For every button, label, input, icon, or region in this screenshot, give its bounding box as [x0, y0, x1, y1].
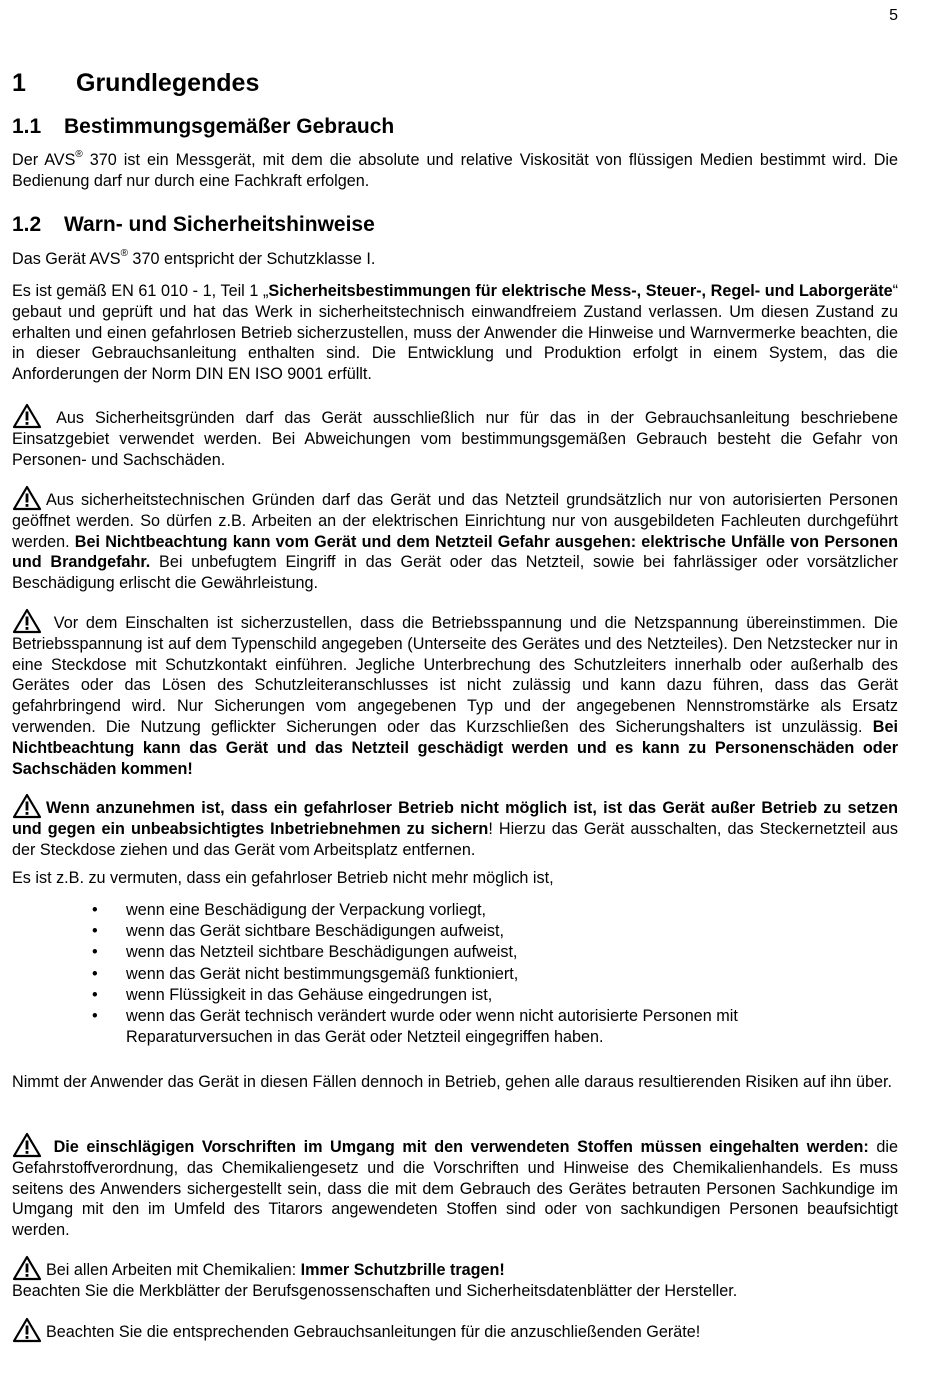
list-item: [12, 1006, 898, 1048]
text: Aus sicherheitstechnischen Gründen darf das Gerät und das Netzteil grundsätzlich nur von autorisierten Personen geöffnet werden. So dürfen z.B. Arbeiten an der elektrischen Einrichtung nur von ausgebildeten Fachleuten durchgeführt werden.: [12, 491, 898, 551]
list-item-text: wenn das Gerät sichtbare Beschädigungen aufweist,: [126, 922, 504, 941]
list-item-text: wenn Flüssigkeit in das Gehäuse eingedrungen ist,: [126, 985, 493, 1004]
list-item: [12, 942, 898, 963]
list-intro: Es ist z.B. zu vermuten, dass ein gefahrloser Betrieb nicht mehr möglich ist,: [12, 869, 554, 887]
chapter-number: 1: [12, 69, 26, 97]
list-item-text: wenn das Gerät technisch verändert wurde oder wenn nicht autorisierte Personen mit Reparaturversuchen in das Gerät oder Netzteil eingegriffen haben.: [126, 1007, 738, 1047]
bold-text: Die einschlägigen Vorschriften im Umgang mit den verwendeten Stoffen müssen eingehalten werden:: [46, 1138, 869, 1156]
text: Das Gerät AVS: [12, 250, 121, 268]
warning-triangle-icon: [12, 793, 42, 817]
chapter-title: Grundlegendes: [76, 69, 260, 97]
warning-triangle-icon: [12, 608, 42, 632]
warning-triangle-icon: [12, 1317, 42, 1341]
section-title: Warn- und Sicherheitshinweise: [64, 213, 375, 236]
text: Es ist gemäß EN 61 010 - 1, Teil 1 „: [12, 282, 269, 300]
warning-intended-area: [12, 403, 898, 470]
section-heading-1-2: [12, 213, 375, 237]
text: 370 ist ein Messgerät, mit dem die absolute und relative Viskosität von flüssigen Medien bestimmt wird. Die Bedienung darf nur durch eine Fachkraft erfolgen.: [12, 151, 898, 190]
text: Aus Sicherheitsgründen darf das Gerät ausschließlich nur für das in der Gebrauchsanleitung beschriebene Einsatzgebiet verwendet werden. Bei Abweichungen vom bestimmungsgemäßen Gebrauch besteht die Gefahr von Personen- und Sachschäden.: [12, 409, 898, 469]
warning-safety-goggles: [12, 1255, 898, 1302]
list-item: [12, 985, 898, 1006]
section-number: 1.2: [12, 213, 42, 236]
text: Der AVS: [12, 151, 76, 169]
text: ! Hierzu das Gerät ausschalten, das Steckernetzteil aus der Steckdose ziehen und das Gerät vom Arbeitsplatz entfernen.: [12, 819, 898, 859]
bullet: •: [92, 943, 98, 962]
text: Vor dem Einschalten ist sicherzustellen, dass die Betriebsspannung und die Netzspannung übereinstimmen. Die Betriebsspannung ist auf dem Typenschild angegeben (Unterseite des Gerätes und des Netzteiles). Den Netzstecker nur in eine Steckdose mit Schutzkontakt einführen. Jegliche Unterbrechung des Schutzleiters innerhalb oder außerhalb des Gerätes oder das Lösen des Schutzleiteranschlusses ist nicht zulässig und kann dazu führen, dass das Gerät gefahrbringend wird. Nur Sicherungen vom angegebenen Typ und der angegebenen Nennstromstärke als Ersatz verwenden. Die Nutzung geflickter Sicherungen oder das Kurzschließen des Sicherungshalters ist unzulässig.: [12, 614, 898, 736]
list-item-text: wenn das Gerät nicht bestimmungsgemäß funktioniert,: [126, 964, 519, 983]
bullet: •: [92, 964, 98, 983]
registered-mark: ®: [120, 247, 128, 259]
paragraph-protection-class: [12, 249, 898, 270]
bold-text: Bei Nichtbeachtung kann das Gerät und das Netzteil geschädigt werden und es kann zu Personenschäden oder Sachschäden kommen!: [12, 717, 898, 778]
list-item: [12, 964, 898, 985]
paragraph-risk: Nimmt der Anwender das Gerät in diesen Fällen dennoch in Betrieb, gehen alle daraus resultierenden Risiken auf ihn über.: [12, 1073, 893, 1091]
list-item: [12, 921, 898, 942]
warning-safe-operation: [12, 793, 898, 860]
text: 370 entspricht der Schutzklasse I.: [127, 250, 376, 268]
section-number: 1.1: [12, 115, 42, 138]
warning-triangle-icon: [12, 485, 42, 509]
warning-authorized-persons: [12, 485, 898, 594]
text: Bei unbefugtem Eingriff in das Gerät oder das Netzteil, sowie bei fahrlässiger oder vorsätzlicher Beschädigung erlischt die Gewährleistung.: [12, 553, 898, 593]
text: Bei allen Arbeiten mit Chemikalien:: [46, 1261, 301, 1279]
bold-text: Sicherheitsbestimmungen für elektrische Mess-, Steuer-, Regel- und Laborgeräte: [268, 282, 893, 300]
warning-triangle-icon: [12, 403, 42, 427]
warning-triangle-icon: [12, 1255, 42, 1279]
chapter-heading: [12, 69, 259, 98]
text: Beachten Sie die entsprechenden Gebrauchsanleitungen für die anzuschließenden Geräte!: [46, 1323, 701, 1341]
warning-regulations: [12, 1132, 898, 1241]
list-item-text: wenn das Netzteil sichtbare Beschädigungen aufweist,: [126, 943, 518, 962]
paragraph-standards: [12, 281, 898, 385]
bullet: •: [92, 985, 98, 1004]
text: Beachten Sie die Merkblätter der Berufsgenossenschaften und Sicherheitsdatenblätter der Hersteller.: [12, 1281, 738, 1300]
text: “ gebaut und geprüft und hat das Werk in sicherheitstechnisch einwandfreiem Zustand verlassen. Um diesen Zustand zu erhalten und einen gefahrlosen Betrieb sicherzustellen, muss der Anwender die Hinweise und Warnvermerke beachten, die in dieser Gebrauchsanleitung enthalten sind. Die Entwicklung und Produktion erfolgt in einem System, das die Anforderungen der Norm DIN EN ISO 9001 erfüllt.: [12, 282, 898, 384]
warning-voltage: [12, 608, 898, 779]
warning-triangle-icon: [12, 1132, 42, 1156]
warning-manuals: [12, 1317, 898, 1343]
bullet: •: [92, 922, 98, 941]
registered-mark: ®: [75, 148, 83, 160]
unsafe-operation-list: [12, 900, 898, 1048]
list-item-text: wenn eine Beschädigung der Verpackung vorliegt,: [126, 901, 486, 919]
bold-text: Wenn anzunehmen ist, dass ein gefahrloser Betrieb nicht möglich ist, ist das Gerät außer Betrieb zu setzen und gegen ein unbeabsichtigtes Inbetriebnehmen zu sichern: [12, 799, 898, 838]
bold-text: Bei Nichtbeachtung kann vom Gerät und dem Netzteil Gefahr ausgehen: elektrische Unfälle von Personen und Brandgefahr.: [12, 532, 898, 572]
bullet: •: [92, 901, 98, 919]
text: die Gefahrstoffverordnung, das Chemikaliengesetz und die Vorschriften und Hinweise des Chemikalienhandels. Es muss seitens des Anwenders sichergestellt sein, dass die mit dem Gebrauch des Gerätes betrauten Personen Sachkundige im Umgang mit den im Umfeld des Titarors angewendeten Stoffen sind oder von sachkundigen Personen beaufsichtigt werden.: [12, 1138, 898, 1240]
bold-text: Immer Schutzbrille tragen!: [300, 1261, 505, 1279]
page-number: 5: [889, 7, 898, 24]
list-item: [12, 900, 898, 921]
paragraph-intended-use: [12, 150, 898, 192]
section-heading-1-1: [12, 115, 394, 139]
section-title: Bestimmungsgemäßer Gebrauch: [64, 115, 395, 138]
bullet: •: [92, 1007, 98, 1026]
